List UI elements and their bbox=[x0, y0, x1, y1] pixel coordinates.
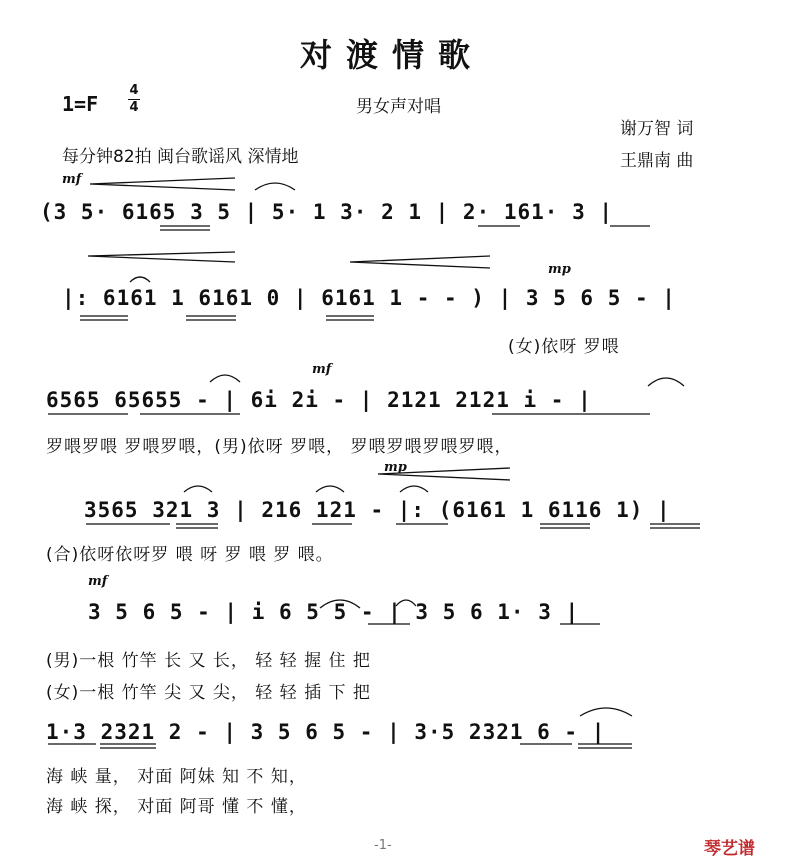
time-signature-bottom: 4 bbox=[129, 100, 139, 115]
dynamic-mark: mp bbox=[548, 262, 571, 277]
dynamic-mark: mp bbox=[384, 460, 407, 475]
time-signature-top: 4 bbox=[129, 83, 139, 98]
logo-text: 琴艺谱 bbox=[704, 839, 755, 859]
song-title: 对渡情歌 bbox=[300, 36, 485, 74]
lyric-line: (女)一根 竹竿 尖 又 尖， 轻 轻 插 下 把 bbox=[46, 683, 371, 703]
performers-label: 男女声对唱 bbox=[356, 97, 441, 117]
lyric-line: (男)一根 竹竿 长 又 长， 轻 轻 握 住 把 bbox=[46, 651, 371, 671]
dynamic-mark: mf bbox=[62, 172, 82, 187]
lyric-line: (女)依呀 罗喂 bbox=[508, 337, 620, 357]
lyricist-credit: 谢万智 词 bbox=[620, 119, 694, 139]
page-number: -1- bbox=[374, 838, 392, 853]
notation-line: 3565 321 3 | 216 121 - |: (6161 1 6116 1) | bbox=[84, 498, 671, 522]
site-logo bbox=[704, 834, 755, 859]
lyric-line: (合)依呀依呀罗 喂 呀 罗 喂 罗 喂。 bbox=[46, 545, 334, 565]
notation-line: 3 5 6 5 - | i 6 5 5 - | 3 5 6 1· 3 | bbox=[88, 600, 580, 624]
notation-line: 6565 65655 - | 6i 2i - | 2121 2121 i - | bbox=[46, 388, 592, 412]
lyric-line: 海 峡 量， 对面 阿妹 知 不 知， bbox=[46, 767, 307, 787]
tempo-marking: 每分钟82拍 闽台歌谣风 深情地 bbox=[62, 147, 299, 167]
dynamic-mark: mf bbox=[88, 574, 108, 589]
composer-credit: 王鼎南 曲 bbox=[620, 151, 694, 171]
notation-line: |: 6161 1 6161 0 | 6161 1 - - ) | 3 5 6 5 - | bbox=[62, 286, 676, 310]
time-signature bbox=[128, 84, 140, 115]
lyric-line: 罗喂罗喂 罗喂罗喂，(男)依呀 罗喂， 罗喂罗喂罗喂罗喂， bbox=[46, 437, 513, 457]
lyric-line: 海 峡 探， 对面 阿哥 懂 不 懂， bbox=[46, 797, 307, 817]
notation-line: 1·3 2321 2 - | 3 5 6 5 - | 3·5 2321 6 - | bbox=[46, 720, 606, 744]
notation-line: (3 5· 6165 3 5 | 5· 1 3· 2 1 | 2· 161· 3 | bbox=[40, 200, 614, 224]
dynamic-mark: mf bbox=[312, 362, 332, 377]
key-signature: 1=F bbox=[62, 92, 99, 116]
